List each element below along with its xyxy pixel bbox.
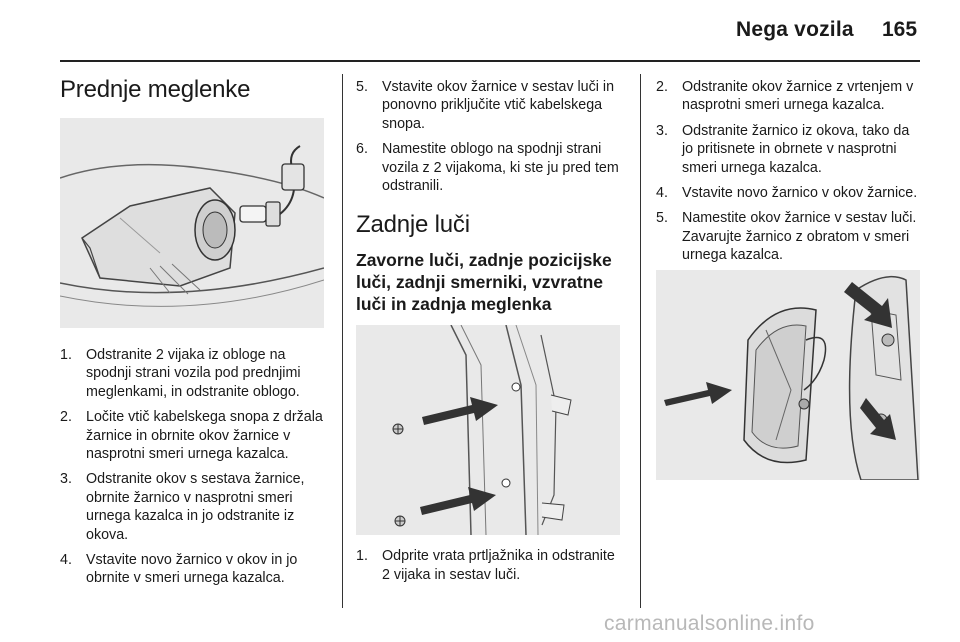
column-3 <box>656 74 924 480</box>
step-number: 3. <box>656 122 668 139</box>
list-item <box>60 408 328 463</box>
front-fog-steps <box>60 346 328 588</box>
column-1 <box>60 74 328 595</box>
step-number: 5. <box>356 79 368 95</box>
fog-lamp-drawing <box>60 118 324 328</box>
step-text: Odstranite žarnico iz okova, tako da jo pritisnete in obrnete v nasprotni smeri urnega kazalca. <box>682 122 910 176</box>
column-divider-2 <box>640 74 641 608</box>
rear-light-drawing <box>356 325 620 535</box>
step-number: 3. <box>60 471 72 488</box>
list-item <box>656 78 924 115</box>
step-text: Vstavite novo žarnico v okov in jo obrnite v smeri urnega kazalca. <box>86 552 298 587</box>
step-number: 1. <box>60 347 72 363</box>
column-divider-1 <box>342 74 343 608</box>
step-text: Odstranite 2 vijaka iz obloge na spodnji strani vozila pod prednjimi meglenkami, in odstranite oblogo. <box>86 347 301 400</box>
sub-title-rear-lights: Zavorne luči, zadnje pozicijske luči, zadnji smerniki, vzvratne luči in zadnja meglenka <box>356 250 612 315</box>
page-header-title: Nega vozila <box>736 18 854 41</box>
illustration-front-fog-lamp <box>60 118 324 328</box>
step-text: Vstavite novo žarnico v okov žarnice. <box>682 185 918 202</box>
rear-bulb-drawing <box>656 270 920 480</box>
list-item <box>656 122 924 177</box>
page-number: 165 <box>882 18 918 41</box>
step-text: Odprite vrata prtljažnika in odstranite 2 vijaka in sestav luči. <box>382 548 615 583</box>
step-text: Odstranite okov žarnice z vrtenjem v nasprotni smeri urnega kazalca. <box>682 79 914 114</box>
rear-light-steps-continued <box>656 78 924 265</box>
list-item <box>60 551 328 588</box>
step-number: 1. <box>356 548 368 565</box>
list-item <box>356 547 626 584</box>
rear-light-steps <box>356 547 626 584</box>
header-rule <box>60 60 920 62</box>
step-number: 2. <box>656 79 668 95</box>
section-title-rear-lights: Zadnje luči <box>356 211 470 239</box>
step-number: 2. <box>60 409 72 426</box>
list-item <box>60 346 328 401</box>
step-text: Vstavite okov žarnice v sestav luči in ponovno priključite vtič kabelskega snopa. <box>382 79 615 132</box>
step-text: Namestite oblogo na spodnji strani vozila z 2 vijakoma, ki ste ju pred tem odstranili. <box>382 141 619 195</box>
column-2 <box>356 74 626 591</box>
list-item <box>60 470 328 544</box>
list-item <box>356 140 626 195</box>
illustration-rear-light-bulb <box>656 270 920 480</box>
step-text: Odstranite okov s sestava žarnice, obrnite žarnico v nasprotni smeri urnega kazalca in jo odstranite iz okova. <box>86 471 305 543</box>
list-item <box>656 209 924 264</box>
list-item <box>656 184 924 202</box>
step-number: 4. <box>60 552 72 569</box>
front-fog-steps-continued <box>356 78 626 195</box>
list-item <box>356 78 626 133</box>
watermark: carmanualsonline.info <box>604 612 815 635</box>
step-number: 6. <box>356 141 368 158</box>
step-number: 5. <box>656 210 668 227</box>
illustration-rear-light-removal <box>356 325 620 535</box>
step-text: Namestite okov žarnice v sestav luči. Zavarujte žarnico z obratom v smeri urnega kazalca. <box>682 210 917 264</box>
step-text: Ločite vtič kabelskega snopa z držala žarnice in obrnite okov žarnice v nasprotni smeri urnega kazalca. <box>86 409 323 463</box>
section-title-front-fog: Prednje meglenke <box>60 76 251 103</box>
step-number: 4. <box>656 185 668 202</box>
